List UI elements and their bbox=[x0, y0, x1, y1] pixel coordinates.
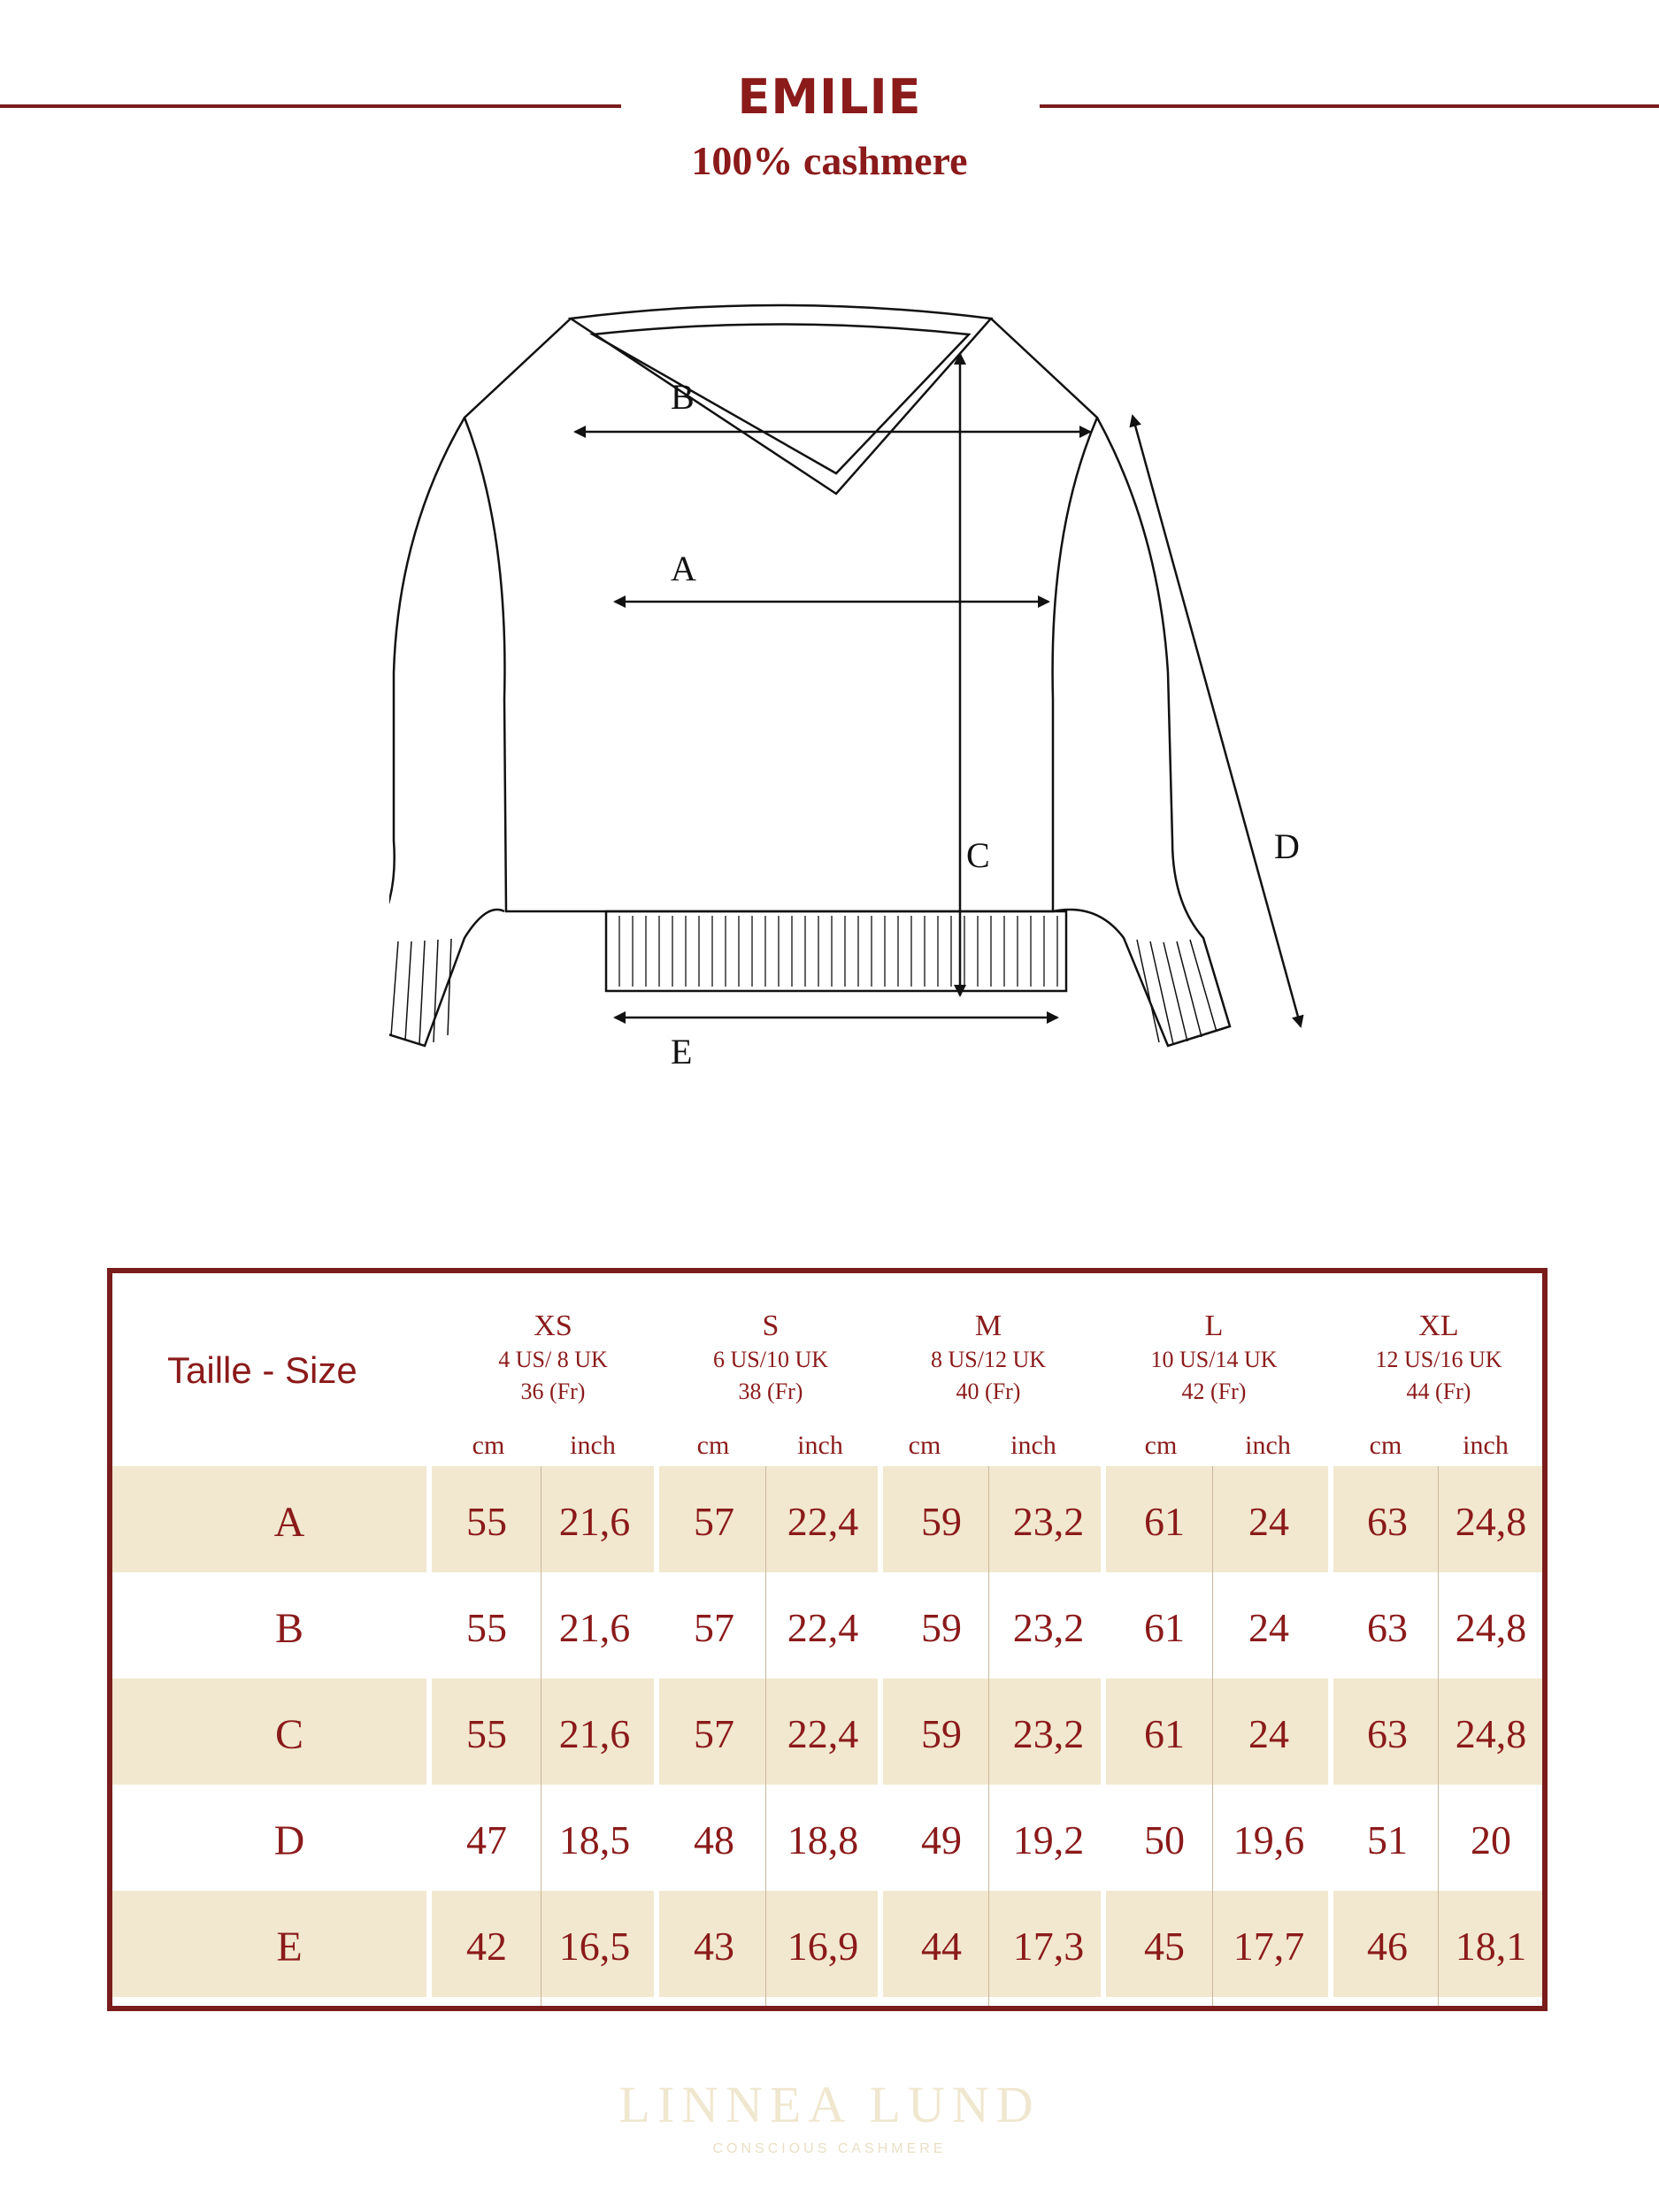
table-cell: 59 bbox=[921, 1605, 962, 1650]
size-header-l: L 10 US/14 UK 42 (Fr) bbox=[1150, 1310, 1278, 1404]
table-cell: 21,6 bbox=[558, 1605, 631, 1650]
table-cell: 20 bbox=[1471, 1817, 1511, 1863]
table-cell: 50 bbox=[1144, 1817, 1185, 1863]
size-header-m: M 8 US/12 UK 40 (Fr) bbox=[930, 1310, 1046, 1404]
table-cell: 24,8 bbox=[1455, 1499, 1527, 1544]
column-divider bbox=[1101, 1466, 1106, 2006]
table-cell: 44 bbox=[921, 1924, 962, 1969]
unit-inch: inch bbox=[1010, 1431, 1056, 1460]
unit-inch: inch bbox=[797, 1431, 843, 1460]
row-label: B bbox=[274, 1605, 303, 1652]
unit-cm: cm bbox=[472, 1431, 505, 1460]
sweater-body-outline bbox=[465, 319, 1097, 911]
unit-cm: cm bbox=[1369, 1431, 1402, 1460]
table-cell: 55 bbox=[466, 1711, 507, 1756]
unit-cm: cm bbox=[908, 1431, 941, 1460]
table-cell: 24 bbox=[1248, 1711, 1289, 1756]
row-label: D bbox=[273, 1817, 305, 1864]
table-cell: 49 bbox=[921, 1817, 962, 1863]
product-material: 100% cashmere bbox=[691, 138, 968, 183]
table-cell: 61 bbox=[1144, 1499, 1185, 1544]
product-title: EMILIE bbox=[737, 69, 922, 125]
table-cell: 23,2 bbox=[1012, 1711, 1085, 1756]
measure-e-label: E bbox=[671, 1032, 693, 1071]
table-cell: 24,8 bbox=[1455, 1711, 1527, 1756]
column-divider bbox=[878, 1466, 883, 2006]
table-cell: 57 bbox=[694, 1605, 734, 1650]
column-divider bbox=[988, 1466, 989, 2006]
table-cell: 43 bbox=[694, 1924, 734, 1969]
measure-a-label: A bbox=[671, 549, 696, 588]
row-label: A bbox=[273, 1499, 305, 1546]
table-cell: 57 bbox=[694, 1711, 734, 1756]
row-label: E bbox=[276, 1924, 303, 1970]
table-cell: 46 bbox=[1367, 1924, 1408, 1969]
table-cell: 63 bbox=[1367, 1711, 1408, 1756]
table-cell: 61 bbox=[1144, 1711, 1185, 1756]
size-chart-table bbox=[107, 1268, 1548, 2011]
table-cell: 47 bbox=[466, 1817, 507, 1863]
unit-cm: cm bbox=[1144, 1431, 1178, 1460]
table-cell: 63 bbox=[1367, 1499, 1408, 1544]
table-cell: 24,8 bbox=[1455, 1605, 1527, 1650]
table-cell: 22,4 bbox=[787, 1499, 859, 1544]
size-header-xs: XS 4 US/ 8 UK 36 (Fr) bbox=[498, 1310, 608, 1404]
table-cell: 55 bbox=[466, 1499, 507, 1544]
size-caption: Taille - Size bbox=[167, 1349, 357, 1391]
table-cell: 23,2 bbox=[1012, 1605, 1085, 1650]
unit-inch: inch bbox=[570, 1431, 616, 1460]
column-divider bbox=[426, 1466, 432, 2006]
sweater-right-sleeve bbox=[1053, 418, 1230, 1046]
sweater-diagram bbox=[389, 301, 1345, 1115]
table-cell: 17,3 bbox=[1012, 1924, 1085, 1969]
sweater-neckline bbox=[571, 305, 991, 494]
table-cell: 42 bbox=[466, 1924, 507, 1969]
size-header-xl: XL 12 US/16 UK 44 (Fr) bbox=[1375, 1310, 1502, 1404]
column-divider bbox=[1328, 1466, 1333, 2006]
sweater-hem bbox=[606, 911, 1066, 991]
table-cell: 55 bbox=[466, 1605, 507, 1650]
table-cell: 24 bbox=[1248, 1605, 1289, 1650]
table-cell: 21,6 bbox=[558, 1711, 631, 1756]
column-divider bbox=[1438, 1466, 1439, 2006]
table-cell: 23,2 bbox=[1012, 1499, 1085, 1544]
table-cell: 57 bbox=[694, 1499, 734, 1544]
row-label: C bbox=[274, 1711, 303, 1758]
measure-b-label: B bbox=[671, 377, 695, 417]
table-cell: 19,2 bbox=[1012, 1817, 1085, 1863]
column-divider bbox=[765, 1466, 766, 2006]
column-divider bbox=[1212, 1466, 1213, 2006]
table-cell: 17,7 bbox=[1233, 1924, 1305, 1969]
measure-c-label: C bbox=[966, 835, 990, 875]
table-cell: 16,5 bbox=[558, 1924, 631, 1969]
unit-inch: inch bbox=[1245, 1431, 1291, 1460]
table-cell: 19,6 bbox=[1233, 1817, 1305, 1863]
table-cell: 16,9 bbox=[787, 1924, 859, 1969]
table-cell: 45 bbox=[1144, 1924, 1185, 1969]
unit-cm: cm bbox=[696, 1431, 730, 1460]
measure-d-label: D bbox=[1274, 826, 1300, 866]
size-header-s: S 6 US/10 UK 38 (Fr) bbox=[712, 1310, 828, 1404]
table-cell: 59 bbox=[921, 1711, 962, 1756]
column-divider bbox=[654, 1466, 659, 2006]
table-cell: 51 bbox=[1367, 1817, 1408, 1863]
table-cell: 18,8 bbox=[787, 1817, 859, 1863]
table-cell: 22,4 bbox=[787, 1605, 859, 1650]
table-cell: 48 bbox=[694, 1817, 734, 1863]
table-cell: 24 bbox=[1248, 1499, 1289, 1544]
sweater-left-sleeve bbox=[389, 418, 504, 1046]
table-cell: 59 bbox=[921, 1499, 962, 1544]
table-cell: 18,5 bbox=[558, 1817, 631, 1863]
brand-logo: LINNEA LUND bbox=[618, 2076, 1041, 2133]
brand-tagline: CONSCIOUS CASHMERE bbox=[712, 2141, 947, 2156]
measure-d-line bbox=[1133, 416, 1301, 1026]
table-cell: 61 bbox=[1144, 1605, 1185, 1650]
unit-inch: inch bbox=[1463, 1431, 1509, 1460]
table-cell: 18,1 bbox=[1455, 1924, 1527, 1969]
table-cell: 63 bbox=[1367, 1605, 1408, 1650]
table-cell: 22,4 bbox=[787, 1711, 859, 1756]
table-cell: 21,6 bbox=[558, 1499, 631, 1544]
